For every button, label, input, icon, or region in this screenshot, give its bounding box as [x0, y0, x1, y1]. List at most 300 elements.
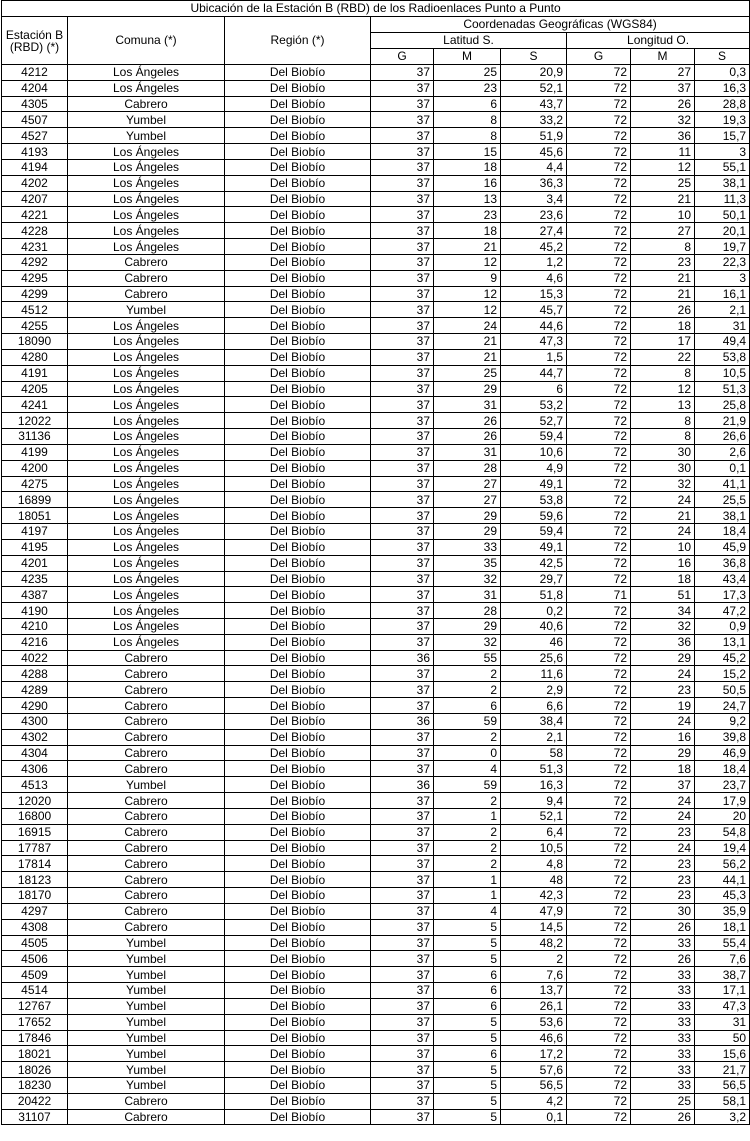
- lat-g-cell: 36: [371, 650, 434, 666]
- lon-s-cell: 17,9: [695, 793, 750, 809]
- lat-g-cell: 37: [371, 571, 434, 587]
- lon-m-cell: 30: [631, 460, 695, 476]
- lon-g-cell: 72: [567, 840, 631, 856]
- lat-m-cell: 2: [434, 824, 501, 840]
- lat-g-cell: 37: [371, 745, 434, 761]
- lon-g-cell: 72: [567, 476, 631, 492]
- lon-s-cell: 3,2: [695, 1109, 750, 1125]
- lon-s-cell: 54,8: [695, 824, 750, 840]
- station-cell: 4514: [2, 983, 68, 999]
- lon-s-cell: 0,3: [695, 65, 750, 81]
- region-cell: Del Biobío: [225, 460, 371, 476]
- station-cell: 18021: [2, 1046, 68, 1062]
- lat-g-cell: 37: [371, 96, 434, 112]
- lat-s-cell: 48: [501, 872, 567, 888]
- lon-s-cell: 17,1: [695, 983, 750, 999]
- lat-m-cell: 13: [434, 191, 501, 207]
- comuna-cell: Los Ángeles: [68, 476, 225, 492]
- lon-s-cell: 56,5: [695, 1078, 750, 1094]
- lat-g-cell: 37: [371, 824, 434, 840]
- coords-header: Coordenadas Geográficas (WGS84): [371, 17, 750, 33]
- lat-s-cell: 42,3: [501, 888, 567, 904]
- table-row: [2, 492, 750, 508]
- lon-s-cell: 44,1: [695, 872, 750, 888]
- lat-g-cell: 36: [371, 777, 434, 793]
- station-cell: 4194: [2, 159, 68, 175]
- lat-m-cell: 8: [434, 128, 501, 144]
- table-row: [2, 476, 750, 492]
- lat-m-cell: 23: [434, 80, 501, 96]
- station-cell: 31136: [2, 429, 68, 445]
- lon-s-cell: 15,6: [695, 1046, 750, 1062]
- region-cell: Del Biobío: [225, 508, 371, 524]
- lat-g-cell: 37: [371, 808, 434, 824]
- lon-g-cell: 72: [567, 539, 631, 555]
- lon-m-cell: 24: [631, 524, 695, 540]
- table-row: [2, 872, 750, 888]
- table-row: [2, 239, 750, 255]
- lat-g-cell: 37: [371, 508, 434, 524]
- lat-s-cell: 59,4: [501, 429, 567, 445]
- lon-s-cell: 46,9: [695, 745, 750, 761]
- station-cell: 4191: [2, 365, 68, 381]
- lon-m-cell: 16: [631, 729, 695, 745]
- station-cell: 12022: [2, 413, 68, 429]
- lat-g-cell: 37: [371, 254, 434, 270]
- comuna-cell: Yumbel: [68, 967, 225, 983]
- comuna-cell: Los Ángeles: [68, 223, 225, 239]
- lon-g-cell: 72: [567, 998, 631, 1014]
- comuna-cell: Cabrero: [68, 888, 225, 904]
- lon-m-cell: 23: [631, 856, 695, 872]
- table-row: [2, 824, 750, 840]
- lat-s-header: S: [501, 49, 567, 65]
- table-row: [2, 1014, 750, 1030]
- lon-m-cell: 27: [631, 223, 695, 239]
- lon-s-cell: 56,2: [695, 856, 750, 872]
- lon-s-cell: 0,9: [695, 618, 750, 634]
- region-cell: Del Biobío: [225, 998, 371, 1014]
- lon-m-cell: 18: [631, 318, 695, 334]
- station-header: Estación B (RBD) (*): [2, 17, 68, 65]
- lon-m-cell: 33: [631, 967, 695, 983]
- table-row: [2, 951, 750, 967]
- lat-s-cell: 4,2: [501, 1093, 567, 1109]
- lon-s-header: S: [695, 49, 750, 65]
- table-row: [2, 381, 750, 397]
- region-cell: Del Biobío: [225, 698, 371, 714]
- station-cell: 18230: [2, 1078, 68, 1094]
- lat-m-cell: 31: [434, 444, 501, 460]
- lon-g-cell: 72: [567, 96, 631, 112]
- lat-g-cell: 37: [371, 682, 434, 698]
- lat-g-cell: 37: [371, 1078, 434, 1094]
- region-cell: Del Biobío: [225, 603, 371, 619]
- comuna-cell: Yumbel: [68, 128, 225, 144]
- lat-g-cell: 37: [371, 761, 434, 777]
- lat-m-cell: 2: [434, 793, 501, 809]
- lon-s-cell: 53,8: [695, 349, 750, 365]
- region-cell: Del Biobío: [225, 808, 371, 824]
- region-cell: Del Biobío: [225, 935, 371, 951]
- lat-m-cell: 1: [434, 808, 501, 824]
- lat-m-cell: 5: [434, 935, 501, 951]
- lon-s-cell: 31: [695, 318, 750, 334]
- lon-g-cell: 72: [567, 967, 631, 983]
- lat-s-cell: 52,7: [501, 413, 567, 429]
- lat-g-cell: 37: [371, 302, 434, 318]
- lat-s-cell: 46,6: [501, 1030, 567, 1046]
- lat-s-cell: 47,3: [501, 334, 567, 350]
- lon-g-cell: 72: [567, 682, 631, 698]
- lon-m-cell: 26: [631, 951, 695, 967]
- comuna-cell: Cabrero: [68, 824, 225, 840]
- lat-s-cell: 45,7: [501, 302, 567, 318]
- lon-g-cell: 72: [567, 1062, 631, 1078]
- lon-m-cell: 24: [631, 808, 695, 824]
- comuna-cell: Los Ángeles: [68, 634, 225, 650]
- lon-m-cell: 25: [631, 1093, 695, 1109]
- table-row: [2, 175, 750, 191]
- lat-m-cell: 2: [434, 729, 501, 745]
- lat-m-cell: 6: [434, 967, 501, 983]
- station-cell: 4231: [2, 239, 68, 255]
- lat-m-cell: 21: [434, 239, 501, 255]
- lon-m-cell: 30: [631, 903, 695, 919]
- lon-m-cell: 23: [631, 824, 695, 840]
- table-row: [2, 1109, 750, 1125]
- lon-s-cell: 28,8: [695, 96, 750, 112]
- lon-m-cell: 36: [631, 634, 695, 650]
- lon-m-cell: 23: [631, 254, 695, 270]
- lat-g-cell: 37: [371, 207, 434, 223]
- lat-m-cell: 18: [434, 223, 501, 239]
- region-cell: Del Biobío: [225, 539, 371, 555]
- lat-g-cell: 37: [371, 698, 434, 714]
- region-cell: Del Biobío: [225, 1014, 371, 1030]
- lat-g-cell: 37: [371, 270, 434, 286]
- table-row: [2, 1093, 750, 1109]
- lat-m-cell: 5: [434, 1014, 501, 1030]
- lat-m-cell: 26: [434, 429, 501, 445]
- lon-s-cell: 20: [695, 808, 750, 824]
- lat-g-cell: 37: [371, 903, 434, 919]
- table-row: [2, 429, 750, 445]
- table-row: [2, 286, 750, 302]
- comuna-cell: Cabrero: [68, 96, 225, 112]
- lon-m-cell: 19: [631, 698, 695, 714]
- lat-s-cell: 43,7: [501, 96, 567, 112]
- lat-g-cell: 37: [371, 951, 434, 967]
- lon-g-cell: 72: [567, 159, 631, 175]
- lon-s-cell: 16,3: [695, 80, 750, 96]
- lat-g-cell: 37: [371, 80, 434, 96]
- station-cell: 4210: [2, 618, 68, 634]
- lon-s-cell: 26,6: [695, 429, 750, 445]
- lon-s-cell: 58,1: [695, 1093, 750, 1109]
- lat-s-cell: 53,2: [501, 397, 567, 413]
- lat-s-cell: 0,2: [501, 603, 567, 619]
- table-row: [2, 618, 750, 634]
- lat-m-cell: 6: [434, 96, 501, 112]
- region-cell: Del Biobío: [225, 761, 371, 777]
- lat-m-cell: 12: [434, 302, 501, 318]
- table-row: [2, 270, 750, 286]
- lat-s-cell: 1,2: [501, 254, 567, 270]
- comuna-cell: Cabrero: [68, 698, 225, 714]
- lat-g-cell: 37: [371, 65, 434, 81]
- comuna-cell: Los Ángeles: [68, 175, 225, 191]
- station-cell: 18170: [2, 888, 68, 904]
- lon-s-cell: 21,7: [695, 1062, 750, 1078]
- lat-m-header: M: [434, 49, 501, 65]
- region-cell: Del Biobío: [225, 888, 371, 904]
- region-cell: Del Biobío: [225, 239, 371, 255]
- lon-g-cell: 72: [567, 634, 631, 650]
- lon-g-cell: 72: [567, 729, 631, 745]
- lon-g-cell: 72: [567, 951, 631, 967]
- table-row: [2, 650, 750, 666]
- lat-s-cell: 52,1: [501, 808, 567, 824]
- comuna-cell: Los Ángeles: [68, 207, 225, 223]
- lat-m-cell: 18: [434, 159, 501, 175]
- lon-s-cell: 49,4: [695, 334, 750, 350]
- lat-m-cell: 59: [434, 713, 501, 729]
- lat-s-cell: 45,2: [501, 239, 567, 255]
- lon-s-cell: 38,1: [695, 508, 750, 524]
- lon-s-cell: 17,3: [695, 587, 750, 603]
- station-cell: 4288: [2, 666, 68, 682]
- table-row: [2, 983, 750, 999]
- lat-s-cell: 10,5: [501, 840, 567, 856]
- region-cell: Del Biobío: [225, 349, 371, 365]
- lat-s-cell: 59,4: [501, 524, 567, 540]
- station-cell: 4202: [2, 175, 68, 191]
- lon-m-cell: 22: [631, 349, 695, 365]
- comuna-cell: Los Ángeles: [68, 397, 225, 413]
- comuna-cell: Cabrero: [68, 666, 225, 682]
- comuna-cell: Cabrero: [68, 840, 225, 856]
- lon-m-cell: 33: [631, 1062, 695, 1078]
- lat-m-cell: 5: [434, 1093, 501, 1109]
- comuna-cell: Cabrero: [68, 682, 225, 698]
- lat-m-cell: 25: [434, 65, 501, 81]
- lat-s-cell: 4,9: [501, 460, 567, 476]
- lon-m-cell: 33: [631, 935, 695, 951]
- lat-g-cell: 37: [371, 1014, 434, 1030]
- table-row: [2, 80, 750, 96]
- lat-m-cell: 31: [434, 397, 501, 413]
- station-cell: 18123: [2, 872, 68, 888]
- lat-s-cell: 52,1: [501, 80, 567, 96]
- region-cell: Del Biobío: [225, 207, 371, 223]
- region-cell: Del Biobío: [225, 397, 371, 413]
- comuna-cell: Los Ángeles: [68, 508, 225, 524]
- station-cell: 4513: [2, 777, 68, 793]
- station-cell: 4221: [2, 207, 68, 223]
- lat-g-cell: 37: [371, 856, 434, 872]
- lon-g-cell: 72: [567, 175, 631, 191]
- lat-s-cell: 15,3: [501, 286, 567, 302]
- lat-m-cell: 27: [434, 476, 501, 492]
- region-cell: Del Biobío: [225, 144, 371, 160]
- station-cell: 18026: [2, 1062, 68, 1078]
- lat-g-cell: 37: [371, 1046, 434, 1062]
- table-row: [2, 555, 750, 571]
- station-cell: 4216: [2, 634, 68, 650]
- lon-m-cell: 26: [631, 1109, 695, 1125]
- comuna-cell: Los Ángeles: [68, 80, 225, 96]
- lat-g-cell: 37: [371, 524, 434, 540]
- lon-g-cell: 72: [567, 745, 631, 761]
- station-cell: 4297: [2, 903, 68, 919]
- table-row: [2, 349, 750, 365]
- lat-m-cell: 26: [434, 413, 501, 429]
- station-cell: 4509: [2, 967, 68, 983]
- lon-m-cell: 36: [631, 128, 695, 144]
- lat-m-cell: 31: [434, 587, 501, 603]
- region-cell: Del Biobío: [225, 1046, 371, 1062]
- region-cell: Del Biobío: [225, 429, 371, 445]
- lat-m-cell: 2: [434, 840, 501, 856]
- lon-m-cell: 24: [631, 793, 695, 809]
- lat-m-cell: 2: [434, 856, 501, 872]
- lon-s-cell: 45,3: [695, 888, 750, 904]
- lon-s-cell: 21,9: [695, 413, 750, 429]
- lat-s-cell: 45,6: [501, 144, 567, 160]
- lon-m-cell: 21: [631, 270, 695, 286]
- station-cell: 4308: [2, 919, 68, 935]
- lat-g-cell: 37: [371, 239, 434, 255]
- station-cell: 4207: [2, 191, 68, 207]
- lon-m-cell: 26: [631, 919, 695, 935]
- region-cell: Del Biobío: [225, 872, 371, 888]
- lon-m-cell: 18: [631, 571, 695, 587]
- lon-s-cell: 38,1: [695, 175, 750, 191]
- region-cell: Del Biobío: [225, 951, 371, 967]
- station-cell: 12767: [2, 998, 68, 1014]
- lon-s-cell: 10,5: [695, 365, 750, 381]
- comuna-cell: Los Ángeles: [68, 349, 225, 365]
- lat-s-cell: 1,5: [501, 349, 567, 365]
- lon-s-cell: 2,1: [695, 302, 750, 318]
- region-cell: Del Biobío: [225, 650, 371, 666]
- lon-g-cell: 72: [567, 872, 631, 888]
- region-cell: Del Biobío: [225, 492, 371, 508]
- station-cell: 4193: [2, 144, 68, 160]
- lon-g-cell: 72: [567, 1078, 631, 1094]
- lat-header: Latitud S.: [371, 33, 567, 49]
- lon-g-cell: 72: [567, 793, 631, 809]
- lon-m-cell: 21: [631, 286, 695, 302]
- table-body: [2, 65, 750, 1125]
- lon-s-cell: 7,6: [695, 951, 750, 967]
- lon-m-cell: 11: [631, 144, 695, 160]
- region-cell: Del Biobío: [225, 286, 371, 302]
- lon-g-cell: 72: [567, 650, 631, 666]
- lon-m-cell: 33: [631, 1030, 695, 1046]
- station-cell: 4275: [2, 476, 68, 492]
- table-row: [2, 524, 750, 540]
- lat-g-cell: 37: [371, 555, 434, 571]
- lat-m-cell: 29: [434, 381, 501, 397]
- lon-m-cell: 32: [631, 476, 695, 492]
- lat-s-cell: 59,6: [501, 508, 567, 524]
- lat-s-cell: 49,1: [501, 476, 567, 492]
- station-cell: 4235: [2, 571, 68, 587]
- comuna-cell: Yumbel: [68, 777, 225, 793]
- lon-g-cell: 72: [567, 603, 631, 619]
- lon-g-cell: 72: [567, 888, 631, 904]
- lon-g-cell: 72: [567, 144, 631, 160]
- lon-g-cell: 72: [567, 761, 631, 777]
- lat-m-cell: 9: [434, 270, 501, 286]
- lon-m-cell: 24: [631, 492, 695, 508]
- lat-m-cell: 35: [434, 555, 501, 571]
- lat-m-cell: 21: [434, 349, 501, 365]
- region-cell: Del Biobío: [225, 983, 371, 999]
- lat-s-cell: 20,9: [501, 65, 567, 81]
- lat-s-cell: 25,6: [501, 650, 567, 666]
- lon-s-cell: 19,4: [695, 840, 750, 856]
- lon-g-cell: 72: [567, 270, 631, 286]
- station-cell: 4197: [2, 524, 68, 540]
- comuna-cell: Los Ángeles: [68, 159, 225, 175]
- lon-s-cell: 50: [695, 1030, 750, 1046]
- lon-g-cell: 72: [567, 698, 631, 714]
- lon-s-cell: 35,9: [695, 903, 750, 919]
- lon-g-cell: 72: [567, 919, 631, 935]
- lat-m-cell: 5: [434, 1078, 501, 1094]
- lat-g-cell: 37: [371, 365, 434, 381]
- lon-g-cell: 72: [567, 903, 631, 919]
- lat-m-cell: 5: [434, 1109, 501, 1125]
- comuna-cell: Yumbel: [68, 1062, 225, 1078]
- lat-s-cell: 4,6: [501, 270, 567, 286]
- lon-g-cell: 72: [567, 555, 631, 571]
- lat-g-cell: 37: [371, 919, 434, 935]
- table-row: [2, 935, 750, 951]
- lon-s-cell: 18,4: [695, 761, 750, 777]
- region-cell: Del Biobío: [225, 381, 371, 397]
- comuna-cell: Yumbel: [68, 983, 225, 999]
- comuna-cell: Yumbel: [68, 112, 225, 128]
- lon-s-cell: 19,3: [695, 112, 750, 128]
- lat-m-cell: 28: [434, 603, 501, 619]
- station-cell: 17814: [2, 856, 68, 872]
- region-cell: Del Biobío: [225, 919, 371, 935]
- station-cell: 12020: [2, 793, 68, 809]
- lon-m-cell: 29: [631, 650, 695, 666]
- table-row: [2, 745, 750, 761]
- lat-g-cell: 37: [371, 793, 434, 809]
- station-cell: 4300: [2, 713, 68, 729]
- lat-s-cell: 44,7: [501, 365, 567, 381]
- region-cell: Del Biobío: [225, 729, 371, 745]
- lon-g-cell: 72: [567, 935, 631, 951]
- table-row: [2, 1062, 750, 1078]
- region-cell: Del Biobío: [225, 96, 371, 112]
- lat-g-cell: 37: [371, 318, 434, 334]
- lon-g-cell: 72: [567, 349, 631, 365]
- region-cell: Del Biobío: [225, 618, 371, 634]
- lon-g-cell: 71: [567, 587, 631, 603]
- station-cell: 17787: [2, 840, 68, 856]
- lon-g-cell: 72: [567, 302, 631, 318]
- lon-m-cell: 32: [631, 618, 695, 634]
- region-cell: Del Biobío: [225, 840, 371, 856]
- station-cell: 4505: [2, 935, 68, 951]
